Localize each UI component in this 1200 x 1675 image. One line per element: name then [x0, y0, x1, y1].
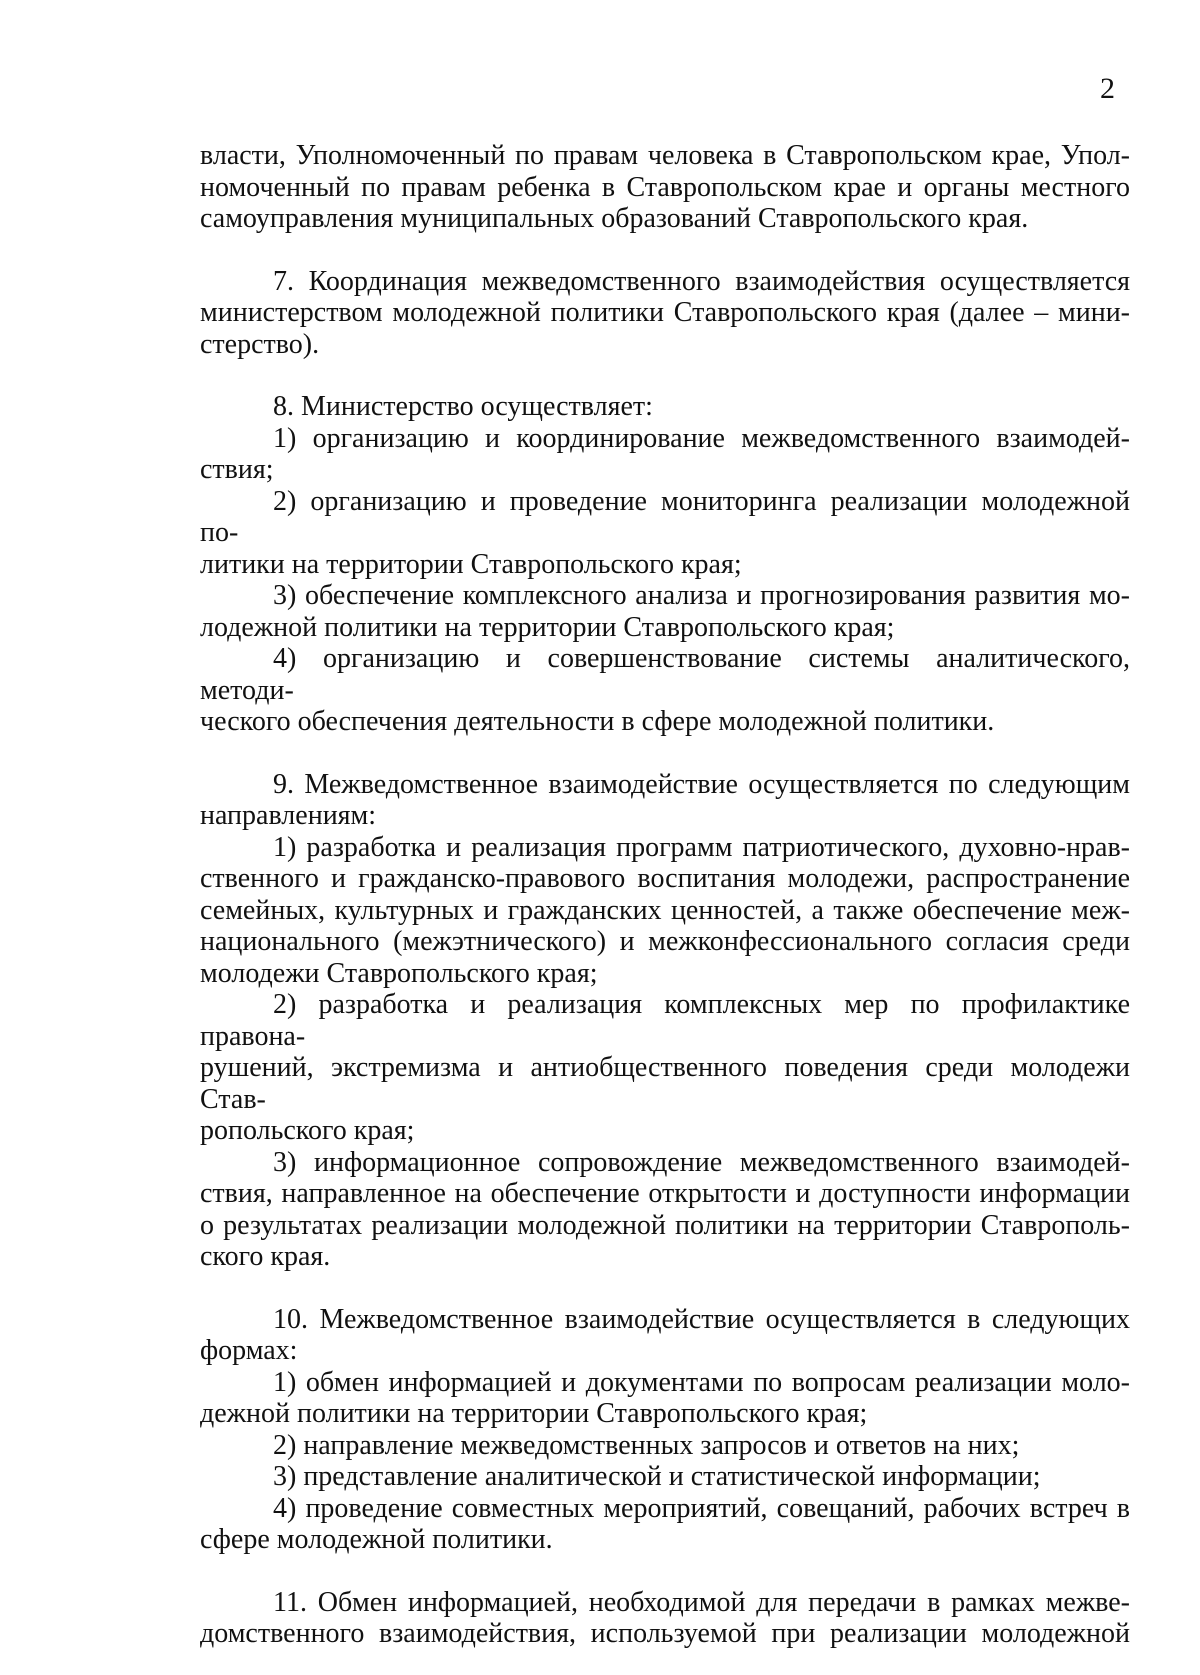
list-item: 3) обеспечение комплексного анализа и прогнозирования развития мо- — [273, 580, 1130, 611]
text-line: сфере молодежной политики. — [200, 1524, 553, 1555]
text-line: направлениям: — [200, 800, 377, 831]
paragraph-11: 11. Обмен информацией, необходимой для передачи в рамках межве- — [273, 1586, 1130, 1618]
paragraph-7: 7. Координация межведомственного взаимодействия осуществляется — [273, 265, 1130, 297]
list-item: 2) направление межведомственных запросов и ответов на них; — [273, 1429, 1020, 1461]
list-item: 2) разработка и реализация комплексных мер по профилактике правона- — [200, 989, 1130, 1052]
document-body — [200, 140, 1130, 1650]
text-line: национального (межэтнического) и межконфессионального согласия среди — [200, 926, 1130, 957]
paragraph-8: 8. Министерство осуществляет: — [273, 391, 653, 422]
list-item: 4) проведение совместных мероприятий, совещаний, рабочих встреч в — [273, 1492, 1130, 1524]
text-line: литики на территории Ставропольского края; — [200, 548, 742, 580]
list-item: 3) представление аналитической и статистической информации; — [273, 1461, 1041, 1492]
text-line: формах: — [200, 1335, 298, 1366]
text-line: ственного и гражданско-правового воспитания молодежи, распространение — [200, 863, 1130, 894]
text-line: ческого обеспечения деятельности в сфере молодежной политики. — [200, 706, 995, 737]
list-item: 1) разработка и реализация программ патриотического, духовно-нрав- — [273, 831, 1130, 863]
list-item: 3) информационное сопровождение межведомственного взаимодей- — [273, 1146, 1130, 1178]
text-line: дежной политики на территории Ставропольского края; — [200, 1398, 868, 1429]
list-item: 1) обмен информацией и документами по вопросам реализации моло- — [273, 1366, 1130, 1398]
text-line: лодежной политики на территории Ставропольского края; — [200, 611, 895, 643]
text-line: семейных, культурных и гражданских ценностей, а также обеспечение меж- — [200, 894, 1130, 926]
text-line: ского края. — [200, 1241, 331, 1272]
text-line: о результатах реализации молодежной политики на территории Ставрополь- — [200, 1209, 1130, 1241]
text-line: власти, Уполномоченный по правам человека в Ставропольском крае, Упол- — [200, 140, 1130, 171]
text-line: ствия; — [200, 454, 274, 485]
paragraph-9: 9. Межведомственное взаимодействие осуществляется по следующим — [273, 768, 1130, 800]
text-line: стерство). — [200, 328, 320, 360]
list-item: 4) организацию и совершенствование системы аналитического, методи- — [200, 643, 1130, 706]
page-number: 2 — [1100, 72, 1115, 105]
text-line: номоченный по правам ребенка в Ставропольском крае и органы местного — [200, 171, 1130, 203]
text-line: министерством молодежной политики Ставропольского края (далее – мини- — [200, 297, 1130, 328]
text-line: рушений, экстремизма и антиобщественного поведения среди молодежи Став- — [200, 1052, 1130, 1115]
list-item: 2) организацию и проведение мониторинга реализации молодежной по- — [200, 485, 1130, 548]
list-item: 1) организацию и координирование межведомственного взаимодей- — [273, 422, 1130, 454]
text-line: ропольского края; — [200, 1115, 415, 1146]
paragraph-10: 10. Межведомственное взаимодействие осуществляется в следующих — [273, 1303, 1130, 1335]
text-line: молодежи Ставропольского края; — [200, 957, 598, 989]
text-line: самоуправления муниципальных образований Ставропольского края. — [200, 203, 1029, 234]
text-line: домственного взаимодействия, используемой при реализации молодежной — [200, 1618, 1130, 1649]
text-line: ствия, направленное на обеспечение открытости и доступности информации — [200, 1178, 1130, 1209]
